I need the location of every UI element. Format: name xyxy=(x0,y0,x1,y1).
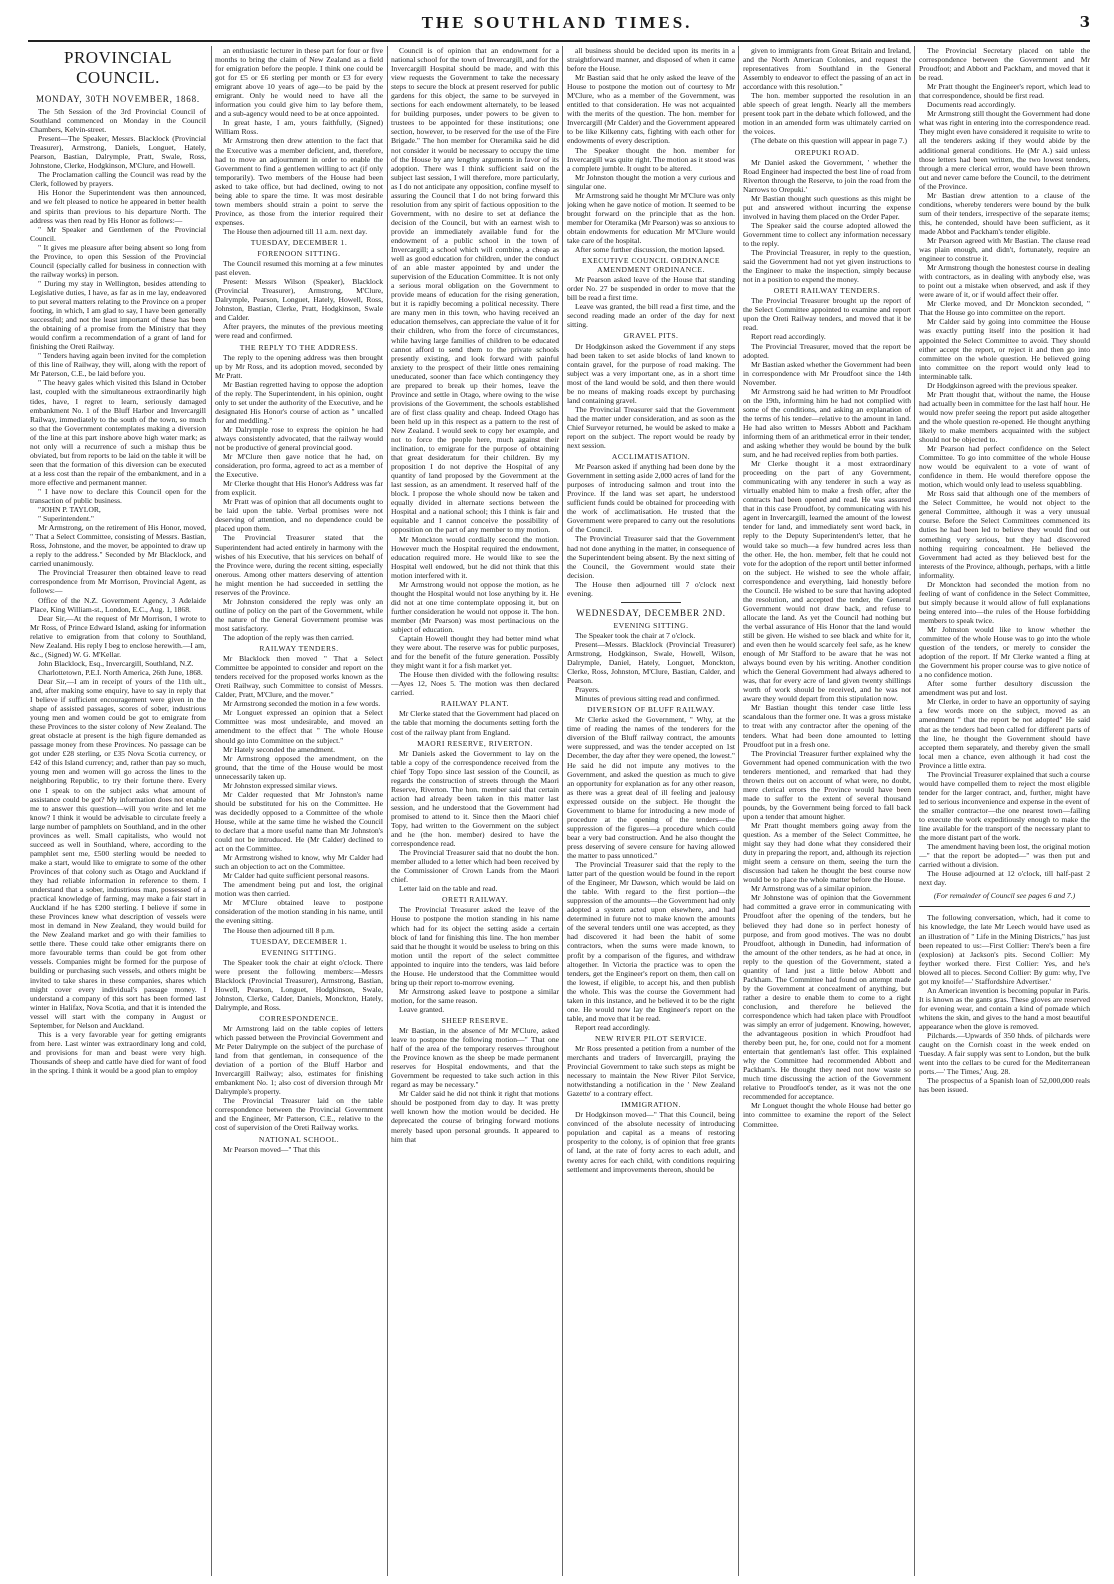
paragraph: Office of the N.Z. Government Agency, 3 Adelaide Place, King William-st., London, E.C., Aug. 1, 1868. xyxy=(30,595,206,614)
column-3 xyxy=(391,46,559,1576)
paragraph: The House adjourned at 12 o'clock, till half-past 2 next day. xyxy=(919,869,1090,888)
paragraph: Mr Bastian thought this tender case little less scandalous than the former one. It was a gross mistake to treat with any contractor after the opening of the tenders. What had been done amounted to letting Proudfoot put in a fresh one. xyxy=(743,703,911,749)
column-body xyxy=(567,1044,735,1098)
subheading: SHEEP RESERVE. xyxy=(441,1015,509,1025)
paragraph: Mr Calder requested that Mr Johnston's name should be substituted for his on the Committee. He was decidedly opposed to a Committee of the whole House, while at the same time he wished the Council to declare that a more useful name than Mr Johnston's could not be introduced. He (Mr Calder) declined to act on the Committee. xyxy=(215,789,383,854)
page-number: 3 xyxy=(1079,13,1090,31)
subheading: NEW RIVER PILOT SERVICE. xyxy=(595,1033,707,1043)
subheading: EVENING SITTING. xyxy=(261,947,337,957)
paragraph: "JOHN P. TAYLOR, xyxy=(38,505,101,515)
paragraph: Leave granted. xyxy=(399,1004,445,1014)
column-2 xyxy=(215,46,383,1576)
paragraph: This is a very favorable year for getting emigrants from here. Last winter was extraordinary long and cold, and provisions for man and beast were very high. Thousands of sheep and cattle have died for want of food in the spring. I think it would be a good plan to employ xyxy=(30,1029,206,1075)
paragraph: Mr Bastian asked whether the Government had been in correspondence with Mr Proudfoot since the 14th November. xyxy=(743,359,911,387)
paragraph: The Provincial Treasurer said that no doubt the hon. member alluded to a letter which had been received by the Commissioner of Crown Lands from the Maori chief. xyxy=(391,848,559,885)
paragraph: Dr Hodgkinson moved—" That this Council, being convinced of the absolute necessity of introducing population and capital as a means of restoring prosperity to the colony, is of opinion that free grants of land, at the rate of forty acres to each adult, and twenty acres for each child, with conditions requiring settlement and improvements thereon, should be xyxy=(567,1110,735,1174)
paragraph: Mr Johnston thought the motion a very curious and singular one. xyxy=(567,172,735,191)
column-body xyxy=(391,1026,559,1144)
subheading: GRAVEL PITS. xyxy=(623,331,679,341)
subheading: EVENING SITTING. xyxy=(613,620,689,630)
continuation-note: (For remainder of Council see pages 6 and 7.) xyxy=(933,891,1076,901)
paragraph: The Provincial Secretary placed on table the correspondence between the Government and Mr Proudfoot; and Abbott and Packham, and moved that it be read. xyxy=(919,46,1090,83)
paragraph: The Provincial Treasurer asked the leave of the House to postpone the motion standing in his name which had for its object the setting aside a certain block of land for finishing this line. The hon member said that he thought it would be useless to bring on this motion until the report of the select committee appointed to inquire into the tenders, was laid before the House. He understood that the Committee would bring up their report to-morrow evening. xyxy=(391,905,559,987)
paragraph: Mr Armstrong asked leave to postpone a similar motion, for the same reason. xyxy=(391,986,559,1005)
column-body xyxy=(567,631,735,703)
paragraph: The Speaker said the course adopted allowed the Government time to collect any information necessary to the reply. xyxy=(743,220,911,248)
column-body xyxy=(567,342,735,451)
paragraph: Present—The Speaker, Messrs. Blacklock (Provincial Treasurer), Armstrong, Daniels, Longuet, Hately, Pearson, Bastian, Dalrymple, Pratt, Swale, Ross, Johnstone, Clerke, Hodgkinson, M'Clure, and Howell. xyxy=(30,134,206,171)
paragraph: Dr Hodgkinson agreed with the previous speaker. xyxy=(927,380,1078,390)
section-rule xyxy=(919,906,1090,907)
paragraph: Mr Johnstone was of opinion that the Government had committed a grave error in communicating with Proudfoot after the opening of the tenders, but he believed they had done so in perfect honesty of purpose, and from good motives. The was no doubt Proudfoot, although in Dunedin, had information of the amount of the other tenders, as he had at once, in reply to the question of the Government, stated a quantity of land just a little below Abbott and Packham. The Committee had found on attempt made by the Government at concealment of anything, but rather a desire to enable them to come to a right conclusion, and therefore he believed the correspondence which had taken place with Proudfoot was simply an error of judgement. Knowing, however, the advantageous position in which Proudfoot had thereby been put, he, for one, could not for a moment entertain that gentleman's last offer. This explained why the Committee had recommended Abbott and Packham's. He thought they need not now waste so much time discussing the action of the Government relative to Proudfoot's tender, as it was not the one recommended for acceptance. xyxy=(743,893,911,1102)
section-heading: PROVINCIAL COUNCIL. xyxy=(64,48,172,87)
subheading: DIVERSION OF BLUFF RAILWAY. xyxy=(586,705,716,715)
subheading: NATIONAL SCHOOL. xyxy=(258,1134,340,1144)
paragraph: The Provincial Treasurer laid on the table correspondence between the Provincial Government and the Engineer, Mr Patterson, C.E., relative to the cost of supervision of the Oreti Railway works. xyxy=(215,1096,383,1133)
paragraph: The reply to the opening address was then brought up by Mr Ross, and its adoption moved, seconded by Mr Pratt. xyxy=(215,352,383,380)
paragraph: After some further desultory discussion the amendment was put and lost. xyxy=(919,679,1090,698)
paragraph: The Provincial Treasurer said that the reply to the latter part of the question would be found in the report of the Engineer, Mr Dawson, which would be laid on the table. With regard to the first portion—the suppression of the amounts—the Government had only adopted a system acted upon elsewhere, and had determined in future not to make known the amounts of the several tenders until one was accepted, as they had discovered it had been the habit of some contractors, when the sums were made known, to profit by a comparison of the figures, and withdraw altogether. In Victoria the practice was to open the tenders, get the Engineer's report on them, then call on the lowest, if eligible, to accept his, and then publish the whole. This was the course the Government had taken in this instance, and he believed it to be the right one. He would now lay the Engineer's report on the table, and move that it be read. xyxy=(567,860,735,1023)
paragraph: Mr Armstrong opposed the amendment, on the ground, that the time of the House would be most unnecessarily taken up. xyxy=(215,753,383,781)
paragraph: Mr Armstrong said he thought Mr M'Clure was only joking when he gave notice of motion. It seemed to be brought forward on the principle that as the hon. member for Oteramika (Mr Pearson) was so anxious to obtain endowments for education Mr M'Clure would take care of the hospital. xyxy=(567,190,735,245)
subheading: RAILWAY TENDERS. xyxy=(259,644,339,654)
paragraph: Charlottetown, P.E.I. North America, 26th June, 1868. xyxy=(38,667,203,677)
paragraph: After some further discussion, the motion lapsed. xyxy=(575,245,725,255)
paragraph: Mr Calder had quite sufficient personal reasons. xyxy=(223,871,369,881)
paragraph: Dr Hodgkinson asked the Government if any steps had been taken to set aside blocks of land known to contain gravel, for the purpose of road making. The subject was a very important one, as in a short time most of the land would be sold, and then there would be no means of making roads except by purchasing land containing gravel. xyxy=(567,341,735,405)
paragraph: Mr Armstrong would not oppose the motion, as he thought the Hospital would not lose anything by it. He did not at one time contemplate opposing it, but on further consideration he would not oppose it. The hon. member (Mr Pearson) was most pertinacious on the subject of education. xyxy=(391,579,559,634)
subheading: ORETI RAILWAY. xyxy=(442,895,508,905)
paragraph: Mr Daniels asked the Government to lay on the table a copy of the correspondence received from the chief Topy Topo since last session of the Council, as regards the construction of streets through the Maori Reserve, Riverton. The hon. member said that certain action had already been taken in this matter last session, and he understood that the Government had promised to attend to it. Since then the Maori chief Topy, had written to the Government on the subject and he (the hon. member) desired to have the correspondence read. xyxy=(391,748,559,849)
column-body xyxy=(743,46,911,146)
paragraph: Mr Armstrong laid on the table copies of letters which passed between the Provincial Government and Mr Peter Dalrymple on the subject of the purchase of land from that gentleman, in consequence of the deviation of a portion of the Bluff Harbor and Invercargill Railway; also, estimates for finishing embankment No. 1; also cost of diversion through Mr Dalrymple's property. xyxy=(215,1023,383,1097)
paragraph: Mr Clerke asked the Government, " Why, at the time of reading the names of the tenderers for the diversion of the Bluff railway contract, the amounts were suppressed, and was the tender accepted on 1st December, the day after they were opened, the lowest." He said he did not impute any motives to the Government, and asked the question as much to give an opportunity for explanation as for any other reason, as there was a great deal of ill feeling and jealousy expressed outside on the subject. He thought the Government to blame for introducing a new mode of procedure at the opening of the tenders—the suppression of the figures—a procedure which could bear a very bad construction. And he also thought the press deserving of severe censure for having allowed the matter to pass unnoticed." xyxy=(567,715,735,860)
paragraph: The House then adjourned till 8 p.m. xyxy=(223,925,335,935)
paragraph: The Provincial Treasurer then obtained leave to read correspondence from Mr Morrison, Provincial Agent, as follows:— xyxy=(30,568,206,596)
paragraph: Mr Clerke thought that His Honor's Address was far from explicit. xyxy=(215,479,383,498)
paragraph: Mr Ross presented a petition from a number of the merchants and traders of Invercargill, praying the Provincial Government to take such steps as might be necessary to maintain the New River Pilot Service, notwithstanding a notification in the ' New Zealand Gazette' to a contrary effect. xyxy=(567,1043,735,1099)
paragraph: Mr Pratt thought the Engineer's report, which lead to that correspondence, should be first read. xyxy=(919,82,1090,101)
paragraph: The hon. member supported the resolution in an able speech of great length. Nearly all the members present took part in the debate which followed, and the motion in an amended form was ultimately carried on the voices. xyxy=(743,91,911,137)
paragraph: Mr Armstrong still thought the Government had done what was right in entering into the correspondence read. They might even have considered it requisite to write to all the tenderers asking if they would abide by the additional general conditions. He (Mr A.) said unless those letters had been written, the two lowest tenders, through a mere clerical error, would have been thrown out and never came before the Council, to the detriment of the Province. xyxy=(919,109,1090,191)
column-5 xyxy=(743,46,911,1576)
article-columns xyxy=(30,46,1090,1576)
paragraph: Present—Messrs. Blacklock (Provincial Treasurer) Armstrong, Hodgkinson, Swale, Howell, Wilson, Dalrymple, Daniel, Hately, Longuet, Monckton, Clerke, Ross, Johnston, M'Clure, Bastian, Calder, and Pearson. xyxy=(567,639,735,686)
paragraph: Dear Sir,—At the request of Mr Morrison, I wrote to Mr Ross, of Prince Edward Island, asking for information relative to emigration from that colony to Southland, New Zealand. His reply I beg to enclose herewith.—I am, &c., (Signed) W. G. M'Kellar. xyxy=(30,613,206,659)
column-body xyxy=(215,654,383,934)
paragraph: " Tenders having again been invited for the completion of this line of Railway, they will, along with the report of Mr Paterson, C.E., be laid before you. xyxy=(30,351,206,379)
subheading: THE REPLY TO THE ADDRESS. xyxy=(239,342,359,352)
paragraph: Mr Armstrong was of a similar opinion. xyxy=(751,884,872,894)
paragraph: The Speaker thought the hon. member for Invercargill was quite right. The motion as it stood was a complete jumble. It ought to be altered. xyxy=(567,145,735,173)
paragraph: Mr Daniel asked the Government, ' whether the Road Engineer had inspected the best line of road from Riverton through the Reserve, to join the road from the Narrows to Orepuki.' xyxy=(743,157,911,194)
paragraph: Mr Johnston expressed similar views. xyxy=(223,780,338,790)
column-body xyxy=(919,46,1090,887)
paragraph: The amendment having been lost, the original motion—" that the report be adopted—" was then put and carried without a division. xyxy=(919,842,1090,870)
paragraph: The Provincial Treasurer stated that the Superintendent had acted entirely in harmony with the wishes of his Executive, that his services on behalf of the Province were, during the recent sitting, especially onerous. Among other matters deserving of attention he might mention he had succeeded in settling the reserves of the Province. xyxy=(215,533,383,597)
paragraph: His Honor the Superintendent was then announced, and we felt pleased to notice he appeared in better health and spirits than previous to his departure North. The address was then read by His Honor as follows:— xyxy=(30,188,206,225)
subheading: TUESDAY, DECEMBER 1. xyxy=(250,237,348,247)
paragraph: Dear Sir,—I am in receipt of yours of the 11th ult., and, after making some enquiry, have to say in reply that I believe if sufficient encouragement were given in the shape of assisted passages, scores of sober, industrious young men and women could be got to emigrate from these Provinces to the sister colony of New Zealand. The great obstacle at present is the high figure demanded as passage money from these Provinces. No passage can be got under £28 sterling, or £35 Nova Scotia currency, or £42 of this Island currency; and, rather than pay so much, young men and women will go across the lines to the neighboring Republic, to try their fortune there. Every one I speak to on the subject asks what amount of assistance could be got? My information does not enable me to answer this question—will you write and let me know? I think it would be advisable to circulate freely a large number of pamphlets on Southland, and in the other provinces as well. Small capitalists, who would not succeed as well in Southland, where, according to the pamphlet sent me, £500 sterling would be needed to make a start, would like to emigrate to some of the other Provinces of that colony such as Otago and Auckland if they had reliable information in reference to them. I understand that a sober, industrious man, possessed of a practical knowledge of farming, may make a fair start in Auckland if he has £200 sterling. I believe if some in these Provinces knew what description of vessels were most in demand in New Zealand, they would build for the New Zealand market and go with their families to settle there. These could take other emigrants there on more favourable terms than could be got from other vessels. Companies might be formed for the purpose of building or purchasing such vessels, and others might be invited to take shares in these companies, shares which might cover every individual's passage money. I understand a company of this sort has been formed last winter in Halifax, Nova Scotia, and that it is intended the vessel will start with the company in August or September, for Nelson and Auckland. xyxy=(30,676,206,1030)
masthead xyxy=(0,0,1114,40)
paragraph: Mr Monckton would cordially second the motion. However much the Hospital required the endowment, education required more. He would like to see the Hospital well endowed, but he did not think that this motion interfered with it. xyxy=(391,534,559,580)
paragraph: (The debate on this question will appear in page 7.) xyxy=(751,136,908,146)
paragraph: The Speaker took the chair at 7 o'clock. xyxy=(575,630,696,640)
paragraph: Mr Ross said that although one of the members of the Select Committee, he would not object to the general Committee, although it was a very unusual course. Before the Select Committees commenced its duties he had been led to believe they would find out something very serious, but they had discovered nothing requiring concealment. He believed the Government had acted as they believed best for the interests of the Province, although, perhaps, with a little informality. xyxy=(919,489,1090,580)
paragraph: Mr Calder said he did not think it right that motions should be postponed from day to day. It was pretty well known how the motion would be decided. He deprecated the course of bringing forward motions merely based upon personal grounds. It appeared to him that xyxy=(391,1089,559,1144)
paragraph: Mr M'Clure then gave notice that he had, on consideration, pro forma, agreed to act as a member of the Executive. xyxy=(215,452,383,480)
subheading: MAORI RESERVE, RIVERTON. xyxy=(417,738,533,748)
column-body xyxy=(391,749,559,894)
paragraph: The House then adjourned till 11 a.m. next day. xyxy=(223,226,368,236)
paragraph: Mr Armstrong, on the retirement of His Honor, moved, " That a Select Committee, consisting of Messrs. Bastian, Ross, Johnstone, and the mover, be appointed to draw up a reply to the address." Seconded by Mr Blacklock, and carried unanimously. xyxy=(30,523,206,569)
column-body xyxy=(215,46,383,236)
paragraph: Mr Pearson moved—" That this xyxy=(223,1144,321,1154)
paragraph: Letter laid on the table and read. xyxy=(399,884,498,894)
column-body xyxy=(743,158,911,285)
paragraph: The Provincial Treasurer said that the Government had the matter under consideration, and as soon as the Chief Surveyor returned, he would be asked to make a report on the subject. The report would be ready by next session. xyxy=(567,404,735,451)
column-body xyxy=(743,296,911,1128)
paragraph: Mr Armstrong wished to know, why Mr Calder had such an objection to act on the Committee. xyxy=(215,853,383,872)
paragraph: Mr Pratt thought that, without the name, the House had actually been in committee for the last half hour. He would now prefer seeing the report put aside altogether and the whole question re-opened. He thought anything likely to make members acquainted with the subject should not be objected to. xyxy=(919,389,1090,445)
subheading: RAILWAY PLANT. xyxy=(440,699,510,709)
paragraph: Prayers. xyxy=(575,685,600,695)
subheading: ACCLIMATISATION. xyxy=(611,452,691,462)
column-body xyxy=(215,1024,383,1133)
paragraph: The Provincial Treasurer further explained why the Government had opened communication with the two tenderers mentioned, and remarked that had they thrown theirs out on account of what were, no doubt, mere clerical errors the Province would have been made to suffer to the extent of several thousand pounds, by the Government being forced to fall back upon a tender that amount higher. xyxy=(743,748,911,821)
paragraph: given to immigrants from Great Britain and Ireland, and the North American Colonies, and request the representatives from Southland in the General Assembly to endeavor to effect the passing of an act in accordance with this resolution." xyxy=(743,46,911,92)
subheading: ORETI RAILWAY TENDERS. xyxy=(773,286,881,296)
paragraph: Mr Clerke moved, and Dr Monckton seconded, " That the House go into committee on the report. xyxy=(919,299,1090,318)
paragraph: Mr Bastian, in the absence of Mr M'Clure, asked leave to postpone the following motion—" That one half of the area of the temporary reserves throughout the Province known as the sheep be made permanent reserves for Hospital endowments, and that the Government be requested to take such action in this regard as may be necessary." xyxy=(391,1026,559,1090)
column-body xyxy=(567,462,735,598)
paragraph: " The heavy gales which visited this Island in October last, coupled with the simultaneous extraordinarily high tides, have, I regret to learn, seriously damaged embankment No. 1 of the Bluff Harbor and Invercargill Railway, immediately to the south of the town, so much so that the Government contemplates making a diversion of the line at this part inshore above high water mark; as not only will a recurrence of such a mishap thus be obviated, but from reports to be laid on the table it will be seen that the formation of this diversion can be executed at a less cost than the repair of the embankment, and in a more effective and permanent manner. xyxy=(30,378,206,487)
paragraph: Mr Dalrymple rose to express the opinion he had always consistently advocated, that the railway would not be productive of general provincial good. xyxy=(215,424,383,453)
paragraph: The 5th Session of the 3rd Provincial Council of Southland commenced on Monday in the Council Chambers, Kelvin-street. xyxy=(30,107,206,135)
paragraph: Pilchards.—Upwards of 350 hhds. of pilchards were caught on the Cornish coast in the week ended on Tuesday. A fair supply was sent to London, but the bulk went into the cellars to be cured for the Mediterranean ports.—' The Times,' Aug. 28. xyxy=(919,1031,1090,1077)
paragraph: Mr Pratt thought members going away from the question. As a member of the Select Committee, he might say they had done what they considered their duty in preparing the report, and, although its rejection might seem a censure on them, seeing the turn the discussion had taken he thought the best course now would be to place the whole matter before the House. xyxy=(743,820,911,885)
paragraph: " Superintendent." xyxy=(38,514,94,524)
paragraph: Mr Pearson had perfect confidence on the Select Committee. To go into committee of the whole House now would be equivalent to a vote of want of confidence in them. He would therefore oppose the motion, which would only lead to useless squabbling. xyxy=(919,444,1090,490)
paragraph: John Blacklock, Esq., Invercargill, Southland, N.Z. xyxy=(38,658,194,668)
column-1 xyxy=(30,46,206,1576)
section-rule xyxy=(621,602,681,603)
header-rule xyxy=(28,40,1090,42)
date-heading: MONDAY, 30TH NOVEMBER, 1868. xyxy=(36,94,200,104)
paragraph: Mr Pearson asked leave of the House that standing order No. 27 be suspended in order to move that the bill be read a first time. xyxy=(567,275,735,303)
column-body xyxy=(567,715,735,1032)
paragraph: The adoption of the reply was then carried. xyxy=(223,633,354,642)
paragraph: Dr Monckton had seconded the motion from no feeling of want of confidence in the Select Committee, but simply because it would allow of full explanations being entered into—the rules of the House forbidding members to speak twice. xyxy=(919,579,1090,625)
column-body xyxy=(215,353,383,643)
column-body xyxy=(391,709,559,736)
paragraph: Mr Clerke stated that the Government had placed on the table that morning the documents setting forth the cost of the railway plant from England. xyxy=(391,709,559,737)
paragraph: Mr Bastian drew attention to a clause of the conditions, whereby tenderers were bound by the bulk sum of their tenders, irrespective of the separate items; this, he contended, should have been sufficient, as it made Abbot and Packham's tender eligible. xyxy=(919,190,1090,236)
column-body xyxy=(567,46,735,254)
paragraph: The Provincial Treasurer explained that such a course would have compelled them to reject the most eligible tender for the larger contract, and, further, might have led to serious inconvenience and expense in the event of the smaller contractor—the one nearest town—failing to execute the work expeditiously enough to make the line available for the transport of the necessary plant to the more distant part of the work. xyxy=(919,769,1090,843)
paragraph: Mr Clerke thought it a most extraordinary proceeding on the part of any Government, communicating with any tenderer in such a way as virtually enabled him to make a fresh offer, after the contracts had been opened and read. He was assured that in this case Proudfoot, by communicating with his agent in Invercargill, learned the amount of the lowest tender for land, and immediately sent word back, in reply to the Deputy Superintendent's letter, that he would take so much—a few hundred acres less than the other. He, the hon. member, felt that he could not vote for the adoption of the report until better informed on the subject. He wished to see the whole affair, correspondence and everything, laid honestly before the Council. He wished to be sure that having adopted the resolution, and accepted the tender, the General Government would not draw back, and refuse to allocate the land. As yet the Council had nothing but the verbal assurance of His Honor that the land would still be given. He wished to see black and white for it, and even then he would scarcely feel safe, as he knew enough of Mr Stafford to be aware that he was not always bound even by his writing. Another condition which the General Government had always adhered to was, that for every acre of land given twenty shillings worth of work should be received, and he was not aware they would depart from this stipulation now. xyxy=(743,459,911,704)
paragraph: Mr Clerke, in order to have an opportunity of saying a few words more on the subject, moved as an amendment " that the report be not adopted" He said that as the tenders had been called for different parts of the line, he thought the Government should have accepted them separately, and thereby given the small local men a chance, even although it had cost the Province a little extra. xyxy=(919,697,1090,770)
paragraph: Report read accordingly. xyxy=(751,332,826,342)
subheading: OREPUKI ROAD. xyxy=(794,147,860,157)
paragraph: Mr Armstrong though the honestest course in dealing with contractors, as in dealing with anybody else, was to point out a mistake when observed, and ask if they were aware of it, or if would affect their offer. xyxy=(919,263,1090,300)
paragraph: Mr Bastian said that he only asked the leave of the House to postpone the motion out of courtesy to Mr M'Clure, who as a member of the Government, was entitled to that consideration. He was not acquainted with the merits of the question. The hon. member for Invercargill (Mr Calder) and the Government appeared to be like Kilkenny cats, fighting with each other for endowments of every description. xyxy=(567,73,735,146)
column-body xyxy=(30,107,206,1075)
paragraph: An American invention is becoming popular in Paris. It is known as the gants gras. These gloves are reserved for evening wear, and contain a kind of pomade which whitens the skin, and gives to the hand a most beautiful appearance when the glove is removed. xyxy=(919,985,1090,1031)
paragraph: Mr Pearson agreed with Mr Bastian. The clause read was plain enough, and didn't, fortunately, require an engineer to construe it. xyxy=(919,235,1090,264)
paragraph: all business should be decided upon its merits in a straightforward manner, and disposed of when it came before the House. xyxy=(567,46,735,74)
column-body xyxy=(567,275,735,329)
date-heading: WEDNESDAY, DECEMBER 2ND. xyxy=(576,607,726,618)
column-body xyxy=(919,913,1090,1094)
paragraph: The Council resumed this morning at a few minutes past eleven. xyxy=(215,259,383,278)
subheading: EXECUTIVE COUNCIL ORDINANCE AMENDMENT ORDINANCE. xyxy=(581,256,721,275)
paragraph: Mr Longuet expressed an opinion that a Select Committee was most undesirable, and moved an amendment to the effect that " The whole House should go into Committee on the subject." xyxy=(215,708,383,745)
paragraph: Minutes of previous sitting read and confirmed. xyxy=(575,694,720,704)
subheading: CORRESPONDENCE. xyxy=(259,1013,339,1023)
paragraph: The Provincial Treasurer, moved that the report be adopted. xyxy=(743,341,911,360)
subheading: FORENOON SITTING. xyxy=(257,249,341,259)
subheading: TUESDAY, DECEMBER 1. xyxy=(250,936,348,946)
paragraph: The Provincial Treasurer said that the Government had not done anything in the matter, in consequence of the Superintendent being absent. By the next sitting of the Council, the Government would state their decision. xyxy=(567,534,735,580)
column-4 xyxy=(567,46,735,1576)
paragraph: The amendment being put and lost, the original motion was then carried. xyxy=(215,880,383,899)
paragraph: Mr Calder said by going into committee the House was exactly putting itself into the position it had appointed the Select Committee to avoid. They should either accept the report, or reject it and then go into committee on the whole question. He believed going into committee on the report would only lead to interminable talk. xyxy=(919,317,1090,381)
column-body xyxy=(391,46,559,697)
paragraph: The House then adjourned till 7 o'clock next evening. xyxy=(567,579,735,598)
paragraph: " Mr Speaker and Gentlemen of the Provincial Council. xyxy=(30,224,206,243)
paragraph: The Proclamation calling the Council was read by the Clerk, followed by prayers. xyxy=(30,170,206,189)
paragraph: Captain Howell thought they had better mind what they were about. The reserve was for public purposes, and for the benefit of the future generation. Possibly they might want it for a fish market yet. xyxy=(391,634,559,671)
column-body xyxy=(567,1110,735,1173)
paragraph: " I have now to declare this Council open for the transaction of public business. xyxy=(30,486,206,506)
paragraph: Mr Longuet thought the whole House had better go into committee to examine the report of the Select Committee. xyxy=(743,1101,911,1129)
paragraph: The following conversation, which, had it come to his knowledge, the late Mr Leech would have used as an illustration of " Life in the Mining Districts," has just been repeated to us:—First Collier: There's been a fire (explosion) at Jackson's pits. Second Collier: My feyther worked there. First Collier: Yes, and he's blowed all to pieces. Second Collier: By gum: why, I've got my knoife!—' Staffordshire Advertiser.' xyxy=(919,913,1090,986)
paragraph: Mr Armstrong seconded the motion in a few words. xyxy=(223,699,381,709)
paragraph: " It gives me pleasure after being absent so long from the Province, to open this Session of the Provincial Council (specially called for business in connection with the railway works) in person. xyxy=(30,242,206,279)
paragraph: The prospectus of a Spanish loan of 52,000,000 reals has been issued. xyxy=(919,1076,1090,1095)
column-6 xyxy=(919,46,1090,1576)
paragraph: The House then divided with the following results:—Ayes 12, Noes 5. The motion was then declared carried. xyxy=(391,670,559,698)
column-body xyxy=(215,259,383,340)
paragraph: The Speaker took the chair at eight o'clock. There were present the following members:—Messrs Blacklock (Provincial Treasurer), Armstrong, Bastian, Howell, Pearson, Longuet, Hodgkinson, Swale, Johnston, Clerke, Calder, Daniels, Monckton, Hately, Dalrymple, and Ross. xyxy=(215,957,383,1012)
paragraph: Present: Messrs Wilson (Speaker), Blacklock (Provincial Treasurer), Armstrong, M'Clure, Dalrymple, Pearson, Longuet, Hately, Howell, Ross, Johnston, Bastian, Clerke, Pratt, Hodgkinson, Swale and Calder. xyxy=(215,277,383,323)
paragraph: Documents read accordingly. xyxy=(927,100,1016,110)
paragraph: Mr Armstrong said he had written to Mr Proudfoot on the 19th, informing him he had not complied with some of the conditions, and asking an explanation of the terms of his tender—relative to the amount in land. He had also written to Messrs Abbott and Packham informing them of an arithmetical error in their tender, and asking whether they would be bound by the bulk sum, and he had received replies from both parties. xyxy=(743,386,911,460)
paragraph: Mr Johnston considered the reply was only an outline of policy on the part of the Government, while the nature of the General Government promise was most satisfactory. xyxy=(215,596,383,633)
paragraph: Mr Bastian thought such questions as this might be put and answered without incurring the expense involved in having them placed on the Order Paper. xyxy=(743,193,911,221)
paragraph: Mr M'Clure obtained leave to postpone consideration of the motion standing in his name, until the evening sitting. xyxy=(215,898,383,926)
paragraph: Report read accordingly. xyxy=(575,1022,650,1032)
column-body xyxy=(215,958,383,1012)
paragraph: Mr Armstrong then drew attention to the fact that the Executive was a member deficient, and, therefore, had to move an adjournment in order to enable the Government to find a gentlemen willing to act (if only temporarily). Two members of the House had been asked to take office, but had declined, owing to not being able to spare the time. It was most desirable town members should strain a point to serve the Province, as those from the interior required their expenses. xyxy=(215,136,383,227)
paragraph: Mr Bastian regretted having to oppose the adoption of the reply. The Superintendent, in his opinion, ought only to set under the authority of the Executive, and he designated His Honor's course of action as " uncalled for and meddling." xyxy=(215,379,383,425)
subheading: IMMIGRATION. xyxy=(621,1100,681,1110)
paragraph: an enthusiastic lecturer in these part for four or five months to bring the claim of New Zealand as a field for emigration before the people. I think one could be got for £5 or £6 sterling per month or £3 for every emigrant above 10 years of age—to be paid by the emigrant. Only he would need to have all the information you could give him to lay before them, and a sub-agency would need to be at once appointed. xyxy=(215,46,383,119)
paragraph: " During my stay in Wellington, besides attending to Legislative duties, I have, as far as in me lay, endeavored to put several matters relating to the Province on a proper footing, in which, I am glad to say, I have been generally successful; and not the least important of these has been the obtaining of a promise from the Ministry that they would confirm a recommendation of a grant of land for finishing the Oreti Railway. xyxy=(30,278,206,352)
paragraph: Mr Hately seconded the amendment. xyxy=(223,744,335,754)
paragraph: After prayers, the minutes of the previous meeting were read and confirmed. xyxy=(215,322,383,341)
paragraph: The Provincial Treasurer, in reply to the question, said the Government had not yet given instructions to the Engineer to make the inspection, simply because not in a position to expend the money. xyxy=(743,248,911,285)
paragraph: Mr Pearson asked if anything had been done by the Government in setting aside 2,000 acres of land for the purposes of introducing salmon and trout into the Province. If the land was set apart, he understood sufficient funds could be obtained for proceeding with the work of acclimatisation. He trusted that the Government were prepared to carry out the resolutions of the Council. xyxy=(567,462,735,535)
paragraph: Mr Blacklock then moved " That a Select Committee be appointed to consider and report on the tenders received for the proposed works known as the Oreti Railway, such Committee to consist of Messrs. Calder, Pratt, M'Clure, and the mover." xyxy=(215,654,383,700)
column-body xyxy=(215,1145,383,1154)
paragraph: Leave was granted, the bill read a first time, and the second reading made an order of the day for next sitting. xyxy=(567,302,735,330)
paragraph: The Provincial Treasurer brought up the report of the Select Committee appointed to examine and report upon the Oreti Railway tenders, and moved that it be read. xyxy=(743,296,911,333)
paragraph: Council is of opinion that an endowment for a national school for the town of Invercargill, and for the Invercargill Hospital should be made, and with this view requests the Government to take the necessary steps to secure the block at present reserved for public gardens for this object, the same to be surveyed in sections for each endowment alternately, to be leased for building purposes, under powers to be given to trustees to be appointed for these institutions; one section, however, to be reserved for the use of the Fire Brigade." The hon member for Oteramika said he did not consider it would be necessary to occupy the time of the House by any lengthy arguments in favor of its adoption. There was I think sufficient said on the subject last session, I will therefore, more particularly, as I do not anticipate any opposition, confine myself to assuring the Council that I do not bring forward this resolution from any spirit of factious opposition to the Government, with no desire to set at defiance the decision of the Council, but with an earnest wish to provide an immediately available fund for the endowment of a public school in the town of Invercargill; a school which will combine, a cheap as well as good education for children, under the conduct of an able master appointed by and under the supervision of the Education Committee. It is not only a serious moral obligation on the Government to provide means of education for the rising generation, but it is rapidly becoming a political necessity. There are many men in this town, who having received an education themselves, can appreciate the value of it for their children, who from the force of circumstances, while having large families of children to be educated cannot afford to send them to the private schools presently existing, and look forward with painful anxiety to the prospect of their little ones remaining uneducated, sooner than face which contingency they are prepared to break up their homes, leave the Province and settle in Otago, where owing to the wise provisions of the Government, the schools established are of first class quality and cheap. Indeed Otago has been held up in this respect as a pattern to the rest of New Zealand. I would seek to copy her example, and not to force the people here, much against their inclination, to emigrate for the purpose of obtaining that great desideratum for their children. By my proposition I do not deprive the Hospital of any quantity of land proposed by the Government at the last session, as an amendment. It reserved half of the block. I propose the whole should now be taken and equally divided in alternate sections between the Hospital and a national school; this I think is fair and equitable and I cannot conceive the possibility of opposition on the part of any member to my motion. xyxy=(391,46,559,535)
paragraph: Mr Johnston would like to know whether the committee of the whole House was to go into the whole question of the tenders, or merely to consider the adoption of the report. If Mr Clerke wanted a fling at the Government his proper course was to give notice of a no confidence motion. xyxy=(919,625,1090,680)
paragraph: In great haste, I am, yours faithfully, (Signed) William Ross. xyxy=(215,118,383,137)
paragraph: Mr Pratt was of opinion that all documents ought to be laid upon the table. Verbal promises were not deserving of attention, and no dependence could be placed upon them. xyxy=(215,497,383,534)
newspaper-title: THE SOUTHLAND TIMES. xyxy=(421,13,693,32)
column-body xyxy=(391,905,559,1014)
